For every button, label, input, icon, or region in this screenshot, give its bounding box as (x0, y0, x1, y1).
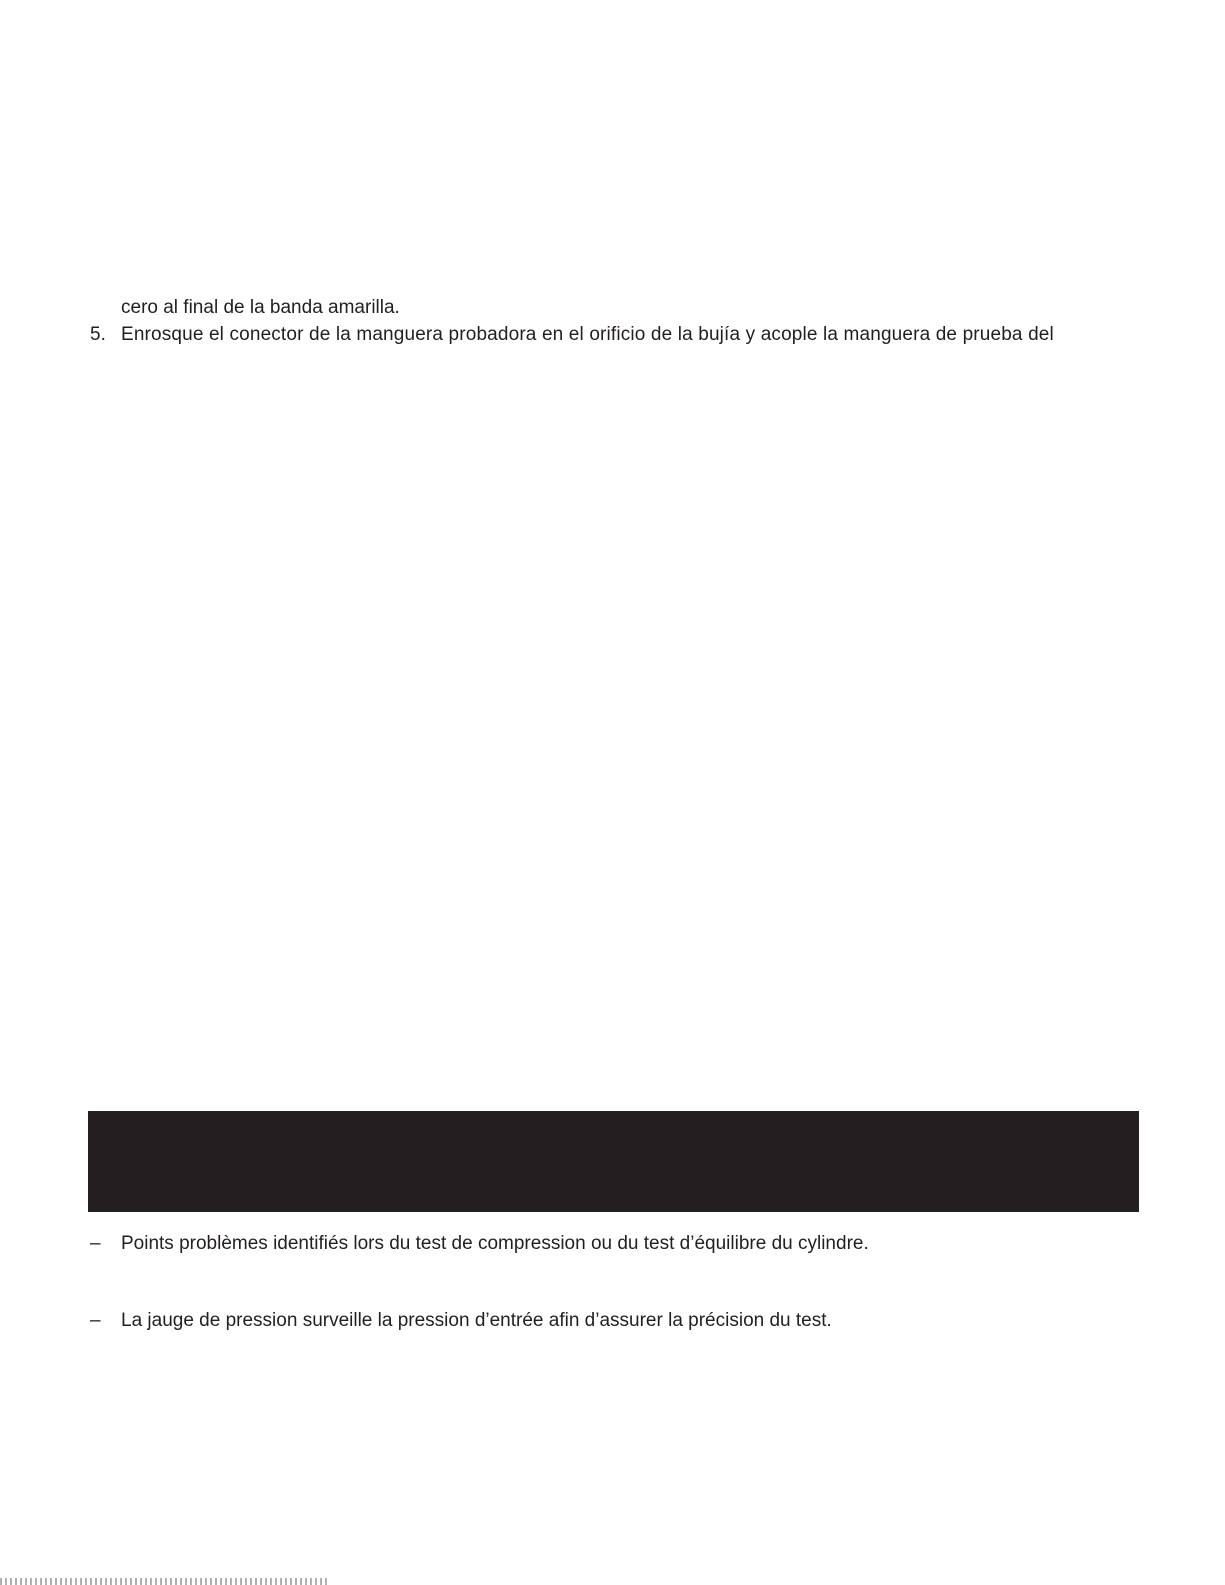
bullet-dash-2: – (90, 1310, 101, 1331)
step-5-number: 5. (90, 324, 106, 345)
section-header-band (88, 1111, 1139, 1212)
step-4-continuation-text: cero al final de la banda amarilla. (121, 297, 400, 318)
bullet-text-1: Points problèmes identifiés lors du test de compression ou du test d’équilibre du cylindre. (121, 1233, 869, 1254)
bullet-text-2: La jauge de pression surveille la pression d’entrée afin d’assurer la précision du test. (121, 1310, 832, 1331)
bullet-dash-1: – (90, 1233, 101, 1254)
step-5-text: Enrosque el conector de la manguera probadora en el orificio de la bujía y acople la manguera de prueba del (121, 324, 1054, 345)
cropped-footer-edge (0, 1578, 330, 1585)
